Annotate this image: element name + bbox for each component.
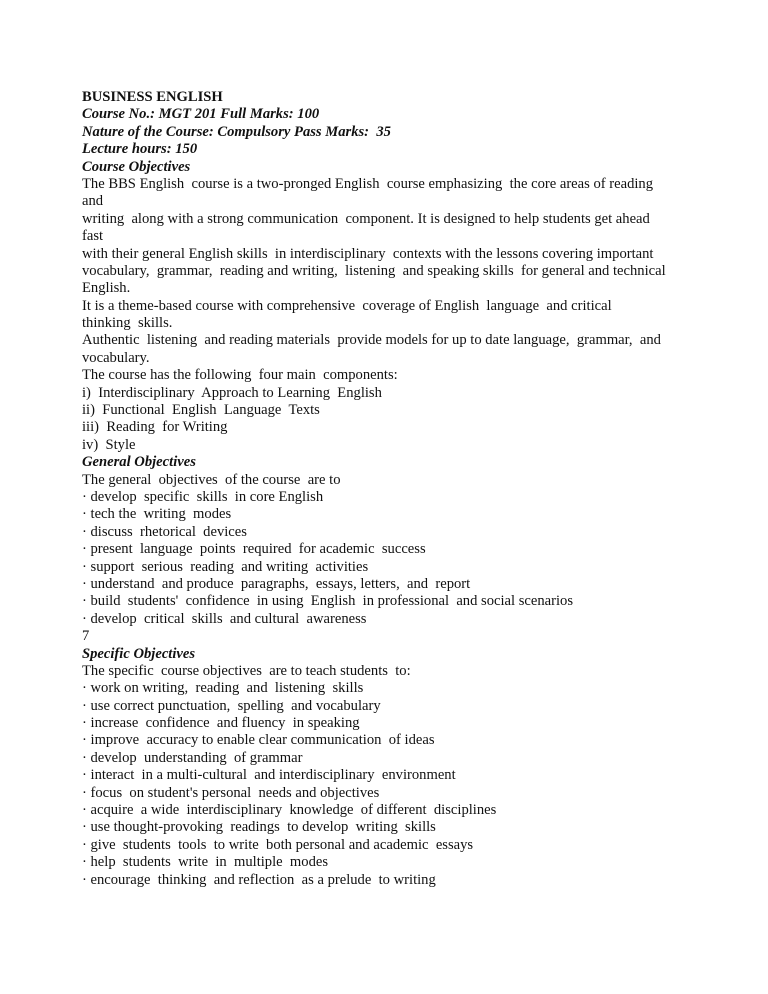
page-number: 7: [82, 628, 90, 645]
list-item: · tech the writing modes: [82, 506, 232, 523]
list-item: · interact in a multi-cultural and interdisciplinary environment: [82, 767, 456, 784]
list-item: · develop understanding of grammar: [82, 749, 303, 766]
list-item: · work on writing, reading and listening skills: [82, 680, 364, 697]
list-item: · use correct punctuation, spelling and vocabulary: [82, 697, 381, 714]
paragraph-line: The general objectives of the course are to: [82, 471, 341, 488]
list-item: · support serious reading and writing activities: [82, 558, 369, 575]
section-heading: Course Objectives: [82, 158, 191, 175]
list-item: · acquire a wide interdisciplinary knowledge of different disciplines: [82, 802, 497, 819]
list-item: · give students tools to write both personal and academic essays: [82, 836, 474, 853]
list-item: iii) Reading for Writing: [82, 419, 228, 436]
paragraph-line: fast: [82, 228, 104, 245]
lecture-hours: Lecture hours: 150: [82, 141, 198, 158]
paragraph-line: It is a theme-based course with comprehensive coverage of English language and critical: [82, 297, 612, 314]
paragraph-line: and: [82, 193, 104, 210]
paragraph-line: writing along with a strong communication component. It is designed to help students get ahead: [82, 210, 650, 227]
list-item: · improve accuracy to enable clear communication of ideas: [82, 732, 435, 749]
document-page: [82, 89, 692, 889]
paragraph-line: Authentic listening and reading materials provide models for up to date language, grammar, and: [82, 332, 661, 349]
list-item: i) Interdisciplinary Approach to Learning English: [82, 384, 382, 401]
list-item: · discuss rhetorical devices: [82, 523, 247, 540]
list-item: ii) Functional English Language Texts: [82, 402, 320, 419]
paragraph-line: vocabulary.: [82, 349, 150, 366]
paragraph-line: The BBS English course is a two-pronged English course emphasizing the core areas of reading: [82, 175, 654, 192]
list-item: · focus on student's personal needs and objectives: [82, 784, 380, 801]
course-nature: Nature of the Course: Compulsory Pass Marks: 35: [82, 123, 391, 140]
list-item: · help students write in multiple modes: [82, 854, 329, 871]
list-item: · understand and produce paragraphs, essays, letters, and report: [82, 575, 471, 592]
list-item: · present language points required for academic success: [82, 541, 426, 558]
section-heading: General Objectives: [82, 454, 196, 471]
list-item: · increase confidence and fluency in speaking: [82, 715, 360, 732]
list-item: iv) Style: [82, 436, 136, 453]
section-heading: Specific Objectives: [82, 645, 196, 662]
paragraph-line: The course has the following four main components:: [82, 367, 398, 384]
course-number: Course No.: MGT 201 Full Marks: 100: [82, 106, 320, 123]
document-title: BUSINESS ENGLISH: [82, 89, 223, 105]
paragraph-line: The specific course objectives are to teach students to:: [82, 662, 411, 679]
paragraph-line: English.: [82, 280, 131, 297]
list-item: · build students' confidence in using English in professional and social scenarios: [82, 593, 574, 610]
list-item: · encourage thinking and reflection as a prelude to writing: [82, 871, 436, 888]
paragraph-line: thinking skills.: [82, 315, 173, 332]
paragraph-line: with their general English skills in interdisciplinary contexts with the lessons covering important: [82, 245, 654, 262]
list-item: · develop critical skills and cultural awareness: [82, 610, 367, 627]
list-item: · use thought-provoking readings to develop writing skills: [82, 819, 436, 836]
list-item: · develop specific skills in core English: [82, 488, 324, 505]
paragraph-line: vocabulary, grammar, reading and writing, listening and speaking skills for general and technical: [82, 262, 666, 279]
